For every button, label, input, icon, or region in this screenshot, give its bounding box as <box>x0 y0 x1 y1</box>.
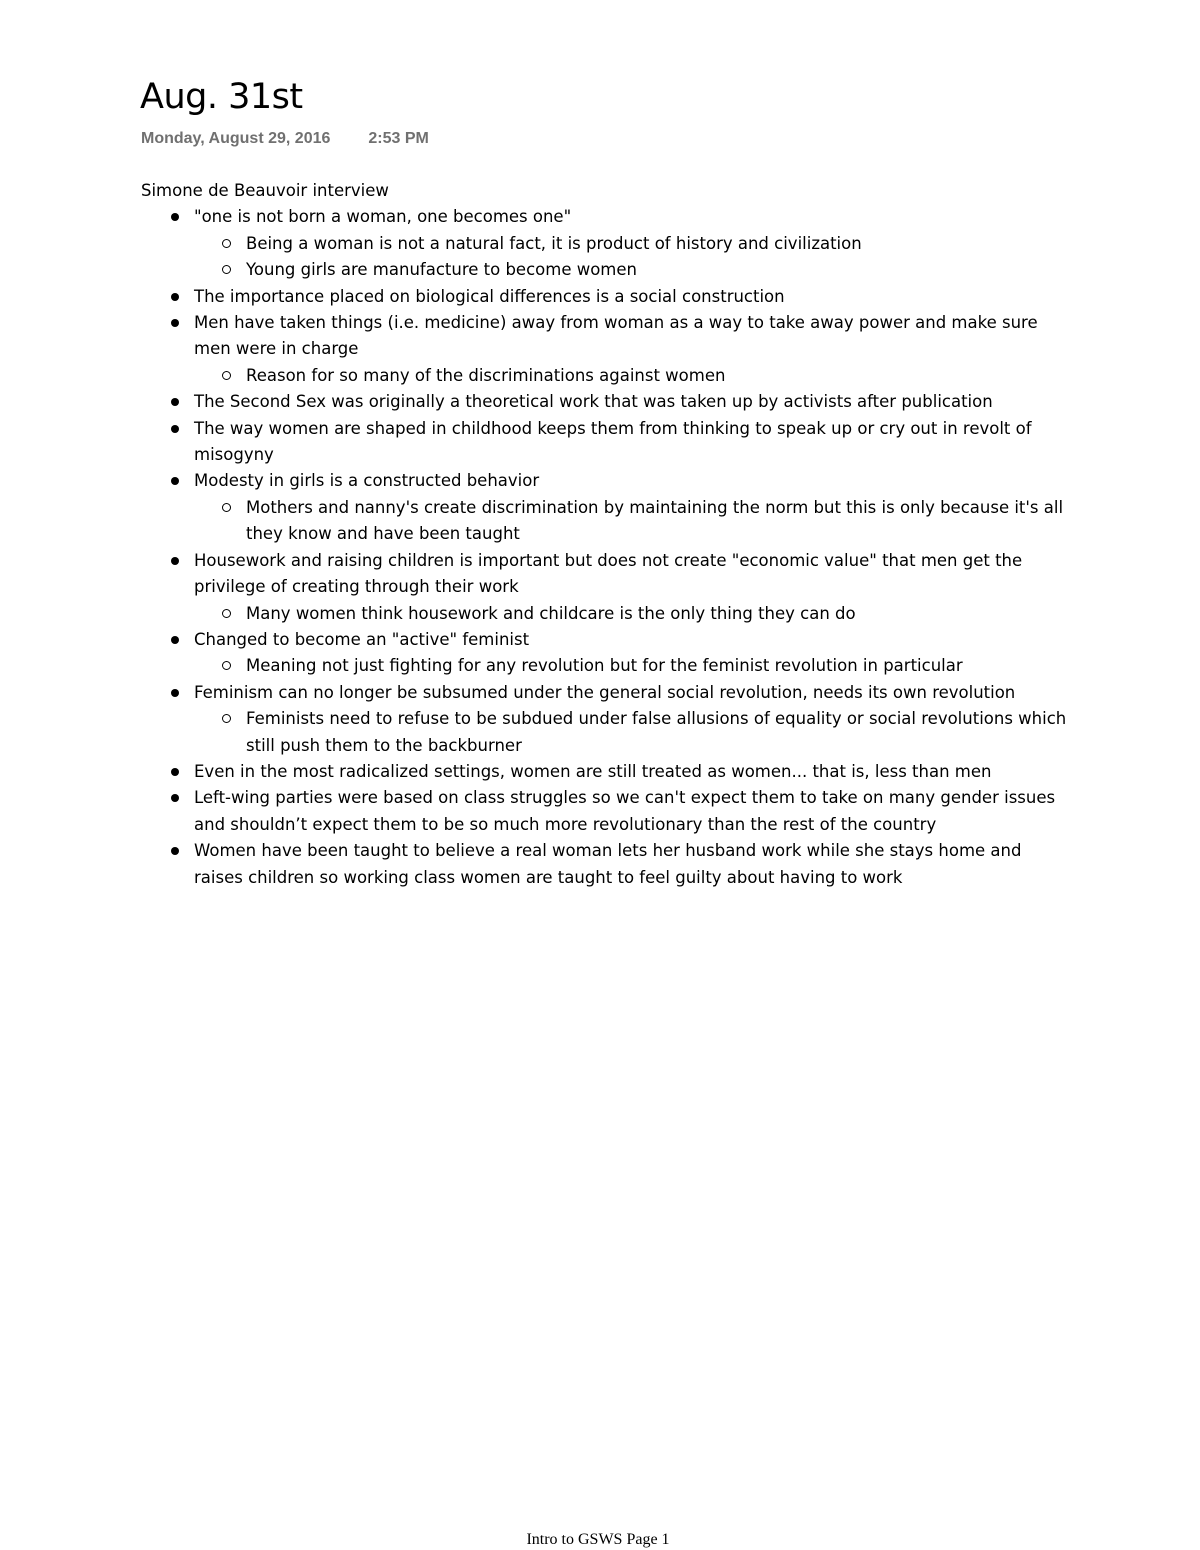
list-item <box>141 284 1071 310</box>
note-time: 2:53 PM <box>368 130 429 147</box>
sub-list-item <box>194 363 1071 389</box>
list-item-text: The importance placed on biological differences is a social construction <box>194 286 785 306</box>
sub-bullet-list <box>194 601 1071 627</box>
list-item-text: Even in the most radicalized settings, women are still treated as women... that is, less than men <box>194 761 992 781</box>
bullet-icon <box>171 768 179 776</box>
list-item-text: Feminism can no longer be subsumed under the general social revolution, needs its own revolution <box>194 682 1016 702</box>
sub-bullet-list <box>194 653 1071 679</box>
sub-list-item <box>194 495 1071 548</box>
list-item <box>141 548 1071 627</box>
sub-bullet-list <box>194 706 1071 759</box>
note-body <box>141 178 1071 891</box>
list-item <box>141 389 1071 415</box>
sub-list-item <box>194 257 1071 283</box>
list-item <box>141 759 1071 785</box>
bullet-list <box>141 204 1071 891</box>
footer-text: Intro to GSWS Page 1 <box>526 1531 670 1548</box>
list-item-text: "one is not born a woman, one becomes one" <box>194 207 572 227</box>
hollow-bullet-icon <box>222 371 231 380</box>
hollow-bullet-icon <box>222 609 231 618</box>
list-item-text: Changed to become an "active" feminist <box>194 629 530 649</box>
bullet-icon <box>171 636 179 644</box>
bullet-icon <box>171 847 179 855</box>
list-item <box>141 310 1071 389</box>
sub-list-item-text: Many women think housework and childcare is the only thing they can do <box>246 603 856 623</box>
page-title: Aug. 31st <box>140 77 303 117</box>
page-footer <box>0 1530 1200 1550</box>
bullet-icon <box>171 319 179 327</box>
bullet-icon <box>171 425 179 433</box>
bullet-icon <box>171 213 179 221</box>
sub-bullet-list <box>194 495 1071 548</box>
sub-list-item <box>194 231 1071 257</box>
hollow-bullet-icon <box>222 503 231 512</box>
list-item-text: Housework and raising children is important but does not create "economic value" that men get the privilege of creating through their work <box>194 550 1023 597</box>
hollow-bullet-icon <box>222 714 231 723</box>
note-date: Monday, August 29, 2016 <box>141 130 331 147</box>
list-item <box>141 680 1071 759</box>
bullet-icon <box>171 477 179 485</box>
hollow-bullet-icon <box>222 239 231 248</box>
bullet-icon <box>171 398 179 406</box>
sub-bullet-list <box>194 363 1071 389</box>
bullet-icon <box>171 794 179 802</box>
sub-list-item-text: Meaning not just fighting for any revolution but for the feminist revolution in particular <box>246 656 963 676</box>
list-item <box>141 785 1071 838</box>
list-item <box>141 204 1071 283</box>
bullet-icon <box>171 689 179 697</box>
sub-list-item <box>194 601 1071 627</box>
list-item <box>141 627 1071 680</box>
sub-list-item-text: Being a woman is not a natural fact, it is product of history and civilization <box>246 233 862 253</box>
list-item-text: Left-wing parties were based on class struggles so we can't expect them to take on many gender issues and shouldn’t expect them to be so much more revolutionary than the rest of the country <box>194 788 1056 834</box>
bullet-icon <box>171 557 179 565</box>
sub-list-item-text: Reason for so many of the discriminations against women <box>246 365 726 385</box>
sub-list-item-text: Young girls are manufacture to become women <box>246 260 637 280</box>
sub-list-item-text: Feminists need to refuse to be subdued under false allusions of equality or social revolutions which still push them to the backburner <box>246 709 1067 755</box>
section-heading: Simone de Beauvoir interview <box>141 181 389 200</box>
list-item <box>141 468 1071 547</box>
sub-list-item <box>194 653 1071 679</box>
note-metadata <box>141 128 429 150</box>
hollow-bullet-icon <box>222 265 231 274</box>
hollow-bullet-icon <box>222 661 231 670</box>
sub-list-item <box>194 706 1071 759</box>
list-item-text: Modesty in girls is a constructed behavior <box>194 471 540 491</box>
list-item-text: The way women are shaped in childhood keeps them from thinking to speak up or cry out in revolt of misogyny <box>194 418 1032 465</box>
bullet-icon <box>171 293 179 301</box>
list-item-text: Men have taken things (i.e. medicine) away from woman as a way to take away power and make sure men were in charge <box>194 313 1038 359</box>
list-item <box>141 838 1071 891</box>
list-item <box>141 416 1071 469</box>
list-item-text: The Second Sex was originally a theoretical work that was taken up by activists after publication <box>194 392 993 412</box>
sub-bullet-list <box>194 231 1071 284</box>
list-item-text: Women have been taught to believe a real woman lets her husband work while she stays home and raises children so working class women are taught to feel guilty about having to work <box>194 841 1022 887</box>
sub-list-item-text: Mothers and nanny's create discrimination by maintaining the norm but this is only because it's all they know and have been taught <box>246 497 1064 544</box>
